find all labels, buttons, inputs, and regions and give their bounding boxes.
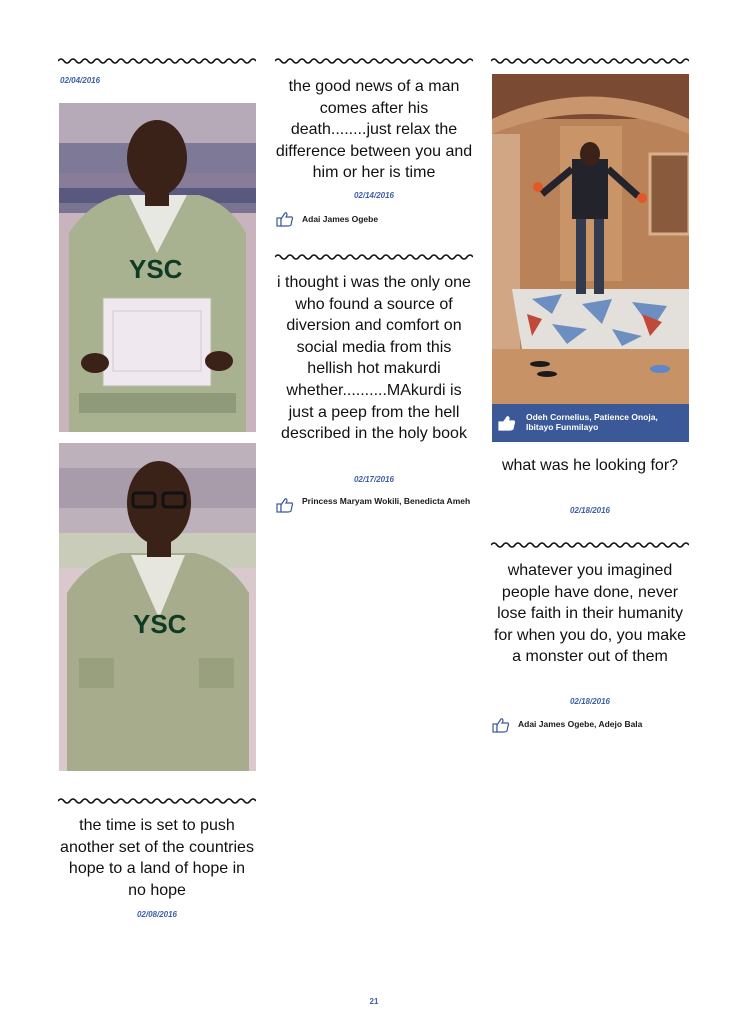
likes-names[interactable]: Adai James Ogebe, Adejo Bala xyxy=(518,719,643,729)
divider-wave xyxy=(58,57,256,65)
page-number: 21 xyxy=(369,997,379,1006)
post-date: 02/04/2016 xyxy=(60,76,101,85)
divider-wave xyxy=(275,57,473,65)
thumbs-up-icon xyxy=(498,415,516,431)
post-text: whatever you imagined people have done, never lose faith in their humanity for when you do, you make a monster out of them xyxy=(493,562,687,666)
post-date: 02/14/2016 xyxy=(353,191,395,200)
photo-veranda[interactable] xyxy=(492,74,689,404)
likes-names: Odeh Cornelius, Patience Onoja, Ibitayo Funmilayo xyxy=(526,412,658,432)
photo-likes-bar[interactable] xyxy=(492,404,689,442)
likes-names[interactable]: Princess Maryam Wokili, Benedicta Ameh xyxy=(302,496,471,506)
svg-text:YSC: YSC xyxy=(133,609,187,639)
likes-names[interactable]: Adai James Ogebe xyxy=(302,214,379,224)
post-text: i thought i was the only one who found a source of diversion and comfort on social media from this hellish hot makurdi whether..........MAkurdi is just a peep from the hell described in the holy book xyxy=(277,274,471,443)
thumbs-up-icon[interactable] xyxy=(276,497,294,513)
post-date: 02/08/2016 xyxy=(136,910,178,919)
post-text: the time is set to push another set of the countries hope to a land of hope in no hope xyxy=(60,817,254,899)
svg-text:YSC: YSC xyxy=(129,254,183,284)
post-text: the good news of a man comes after his death........just relax the difference between you and him or her is time xyxy=(275,78,473,182)
photo-portrait[interactable] xyxy=(59,443,256,771)
post-date: 02/18/2016 xyxy=(569,506,611,515)
divider-wave xyxy=(275,253,473,261)
post-date: 02/18/2016 xyxy=(569,697,611,706)
thumbs-up-icon[interactable] xyxy=(276,211,294,227)
divider-wave xyxy=(58,797,256,805)
divider-wave xyxy=(491,541,689,549)
post-date: 02/17/2016 xyxy=(353,475,395,484)
thumbs-up-icon[interactable] xyxy=(492,717,510,733)
divider-wave xyxy=(491,57,689,65)
post-text: what was he looking for? xyxy=(501,457,679,474)
photo-certificate[interactable] xyxy=(59,103,256,432)
